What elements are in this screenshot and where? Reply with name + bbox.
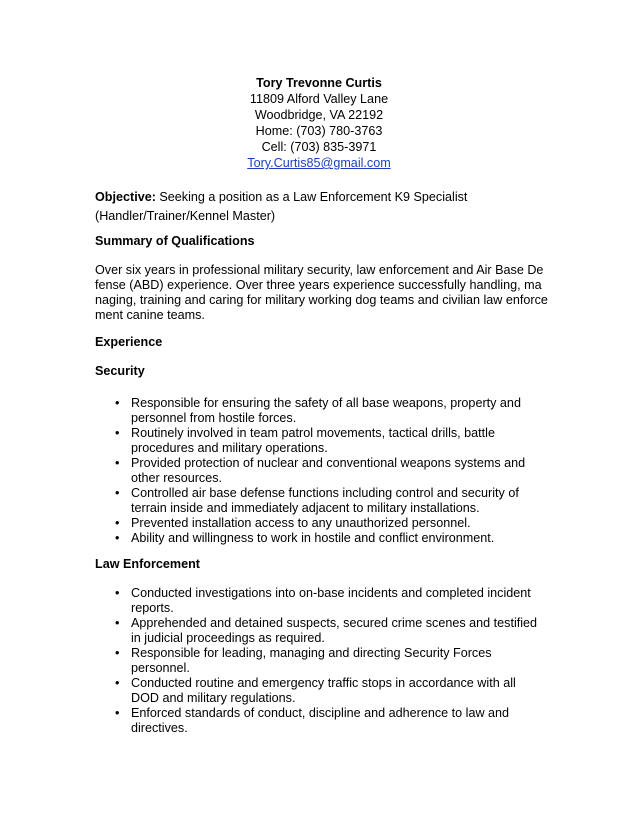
bullet-icon: • [115, 426, 120, 440]
bullet-text-line: directives. [131, 721, 188, 735]
bullet-item [95, 531, 531, 546]
bullet-item [95, 426, 531, 456]
bullet-text-line: Ability and willingness to work in hostile and conflict environment. [131, 531, 495, 545]
bullet-icon: • [115, 616, 120, 630]
bullet-icon: • [115, 456, 120, 470]
bullet-icon: • [115, 396, 120, 410]
bullet-item [95, 676, 531, 706]
objective-text-line-1: Seeking a position as a Law Enforcement K9 Specialist [159, 190, 468, 204]
summary-heading: Summary of Qualifications [95, 234, 255, 248]
bullet-text-line: Responsible for leading, managing and directing Security Forces [131, 646, 492, 660]
bullet-text-line: Apprehended and detained suspects, secured crime scenes and testified [131, 616, 538, 630]
bullet-item [95, 646, 531, 676]
summary-line: fense (ABD) experience. Over three years experience successfully handling, ma [95, 278, 542, 292]
bullet-text-line: other resources. [131, 471, 222, 485]
bullet-item [95, 486, 531, 516]
home-phone: Home: (703) 780-3763 [255, 124, 383, 138]
email-link[interactable]: Tory.Curtis85@gmail.com [247, 156, 391, 170]
bullet-item [95, 586, 531, 616]
bullet-text-line: terrain inside and immediately adjacent to military installations. [131, 501, 480, 515]
law-enforcement-heading: Law Enforcement [95, 557, 200, 571]
objective-section [95, 190, 550, 224]
bullet-icon: • [115, 676, 120, 690]
bullet-text-line: in judicial proceedings as required. [131, 631, 325, 645]
bullet-text-line: Conducted investigations into on-base incidents and completed incident [131, 586, 531, 600]
bullet-icon: • [115, 531, 120, 545]
bullet-item [95, 456, 531, 486]
bullet-text-line: Controlled air base defense functions including control and security of [131, 486, 519, 500]
objective-text-line-2: (Handler/Trainer/Kennel Master) [95, 209, 276, 223]
summary-line: naging, training and caring for military working dog teams and civilian law enforce [95, 293, 548, 307]
security-bullet-list [95, 396, 550, 546]
cell-phone: Cell: (703) 835-3971 [261, 140, 377, 154]
bullet-text-line: personnel. [131, 661, 190, 675]
bullet-icon: • [115, 586, 120, 600]
city-state-zip: Woodbridge, VA 22192 [254, 108, 384, 122]
street-address: 11809 Alford Valley Lane [249, 92, 389, 106]
bullet-text-line: Prevented installation access to any unauthorized personnel. [131, 516, 471, 530]
bullet-text-line: Routinely involved in team patrol movements, tactical drills, battle [131, 426, 495, 440]
applicant-name: Tory Trevonne Curtis [256, 76, 382, 90]
bullet-text-line: DOD and military regulations. [131, 691, 296, 705]
bullet-text-line: procedures and military operations. [131, 441, 328, 455]
bullet-icon: • [115, 706, 120, 720]
bullet-text-line: reports. [131, 601, 174, 615]
law-enforcement-bullet-list [95, 586, 550, 736]
summary-line: Over six years in professional military security, law enforcement and Air Base De [95, 263, 544, 277]
bullet-item [95, 516, 531, 531]
bullet-item [95, 396, 531, 426]
bullet-text-line: Provided protection of nuclear and conventional weapons systems and [131, 456, 526, 470]
summary-paragraph [95, 263, 550, 323]
objective-label: Objective: [95, 190, 156, 204]
bullet-text-line: Conducted routine and emergency traffic stops in accordance with all [131, 676, 516, 690]
bullet-icon: • [115, 486, 120, 500]
security-heading: Security [95, 364, 145, 378]
bullet-item [95, 706, 531, 736]
bullet-item [95, 616, 538, 646]
bullet-text-line: Enforced standards of conduct, discipline and adherence to law and [131, 706, 510, 720]
bullet-icon: • [115, 516, 120, 530]
bullet-text-line: Responsible for ensuring the safety of all base weapons, property and [131, 396, 521, 410]
bullet-icon: • [115, 646, 120, 660]
contact-header [0, 75, 638, 171]
experience-heading: Experience [95, 335, 163, 349]
bullet-text-line: personnel from hostile forces. [131, 411, 297, 425]
summary-line: ment canine teams. [95, 308, 205, 322]
